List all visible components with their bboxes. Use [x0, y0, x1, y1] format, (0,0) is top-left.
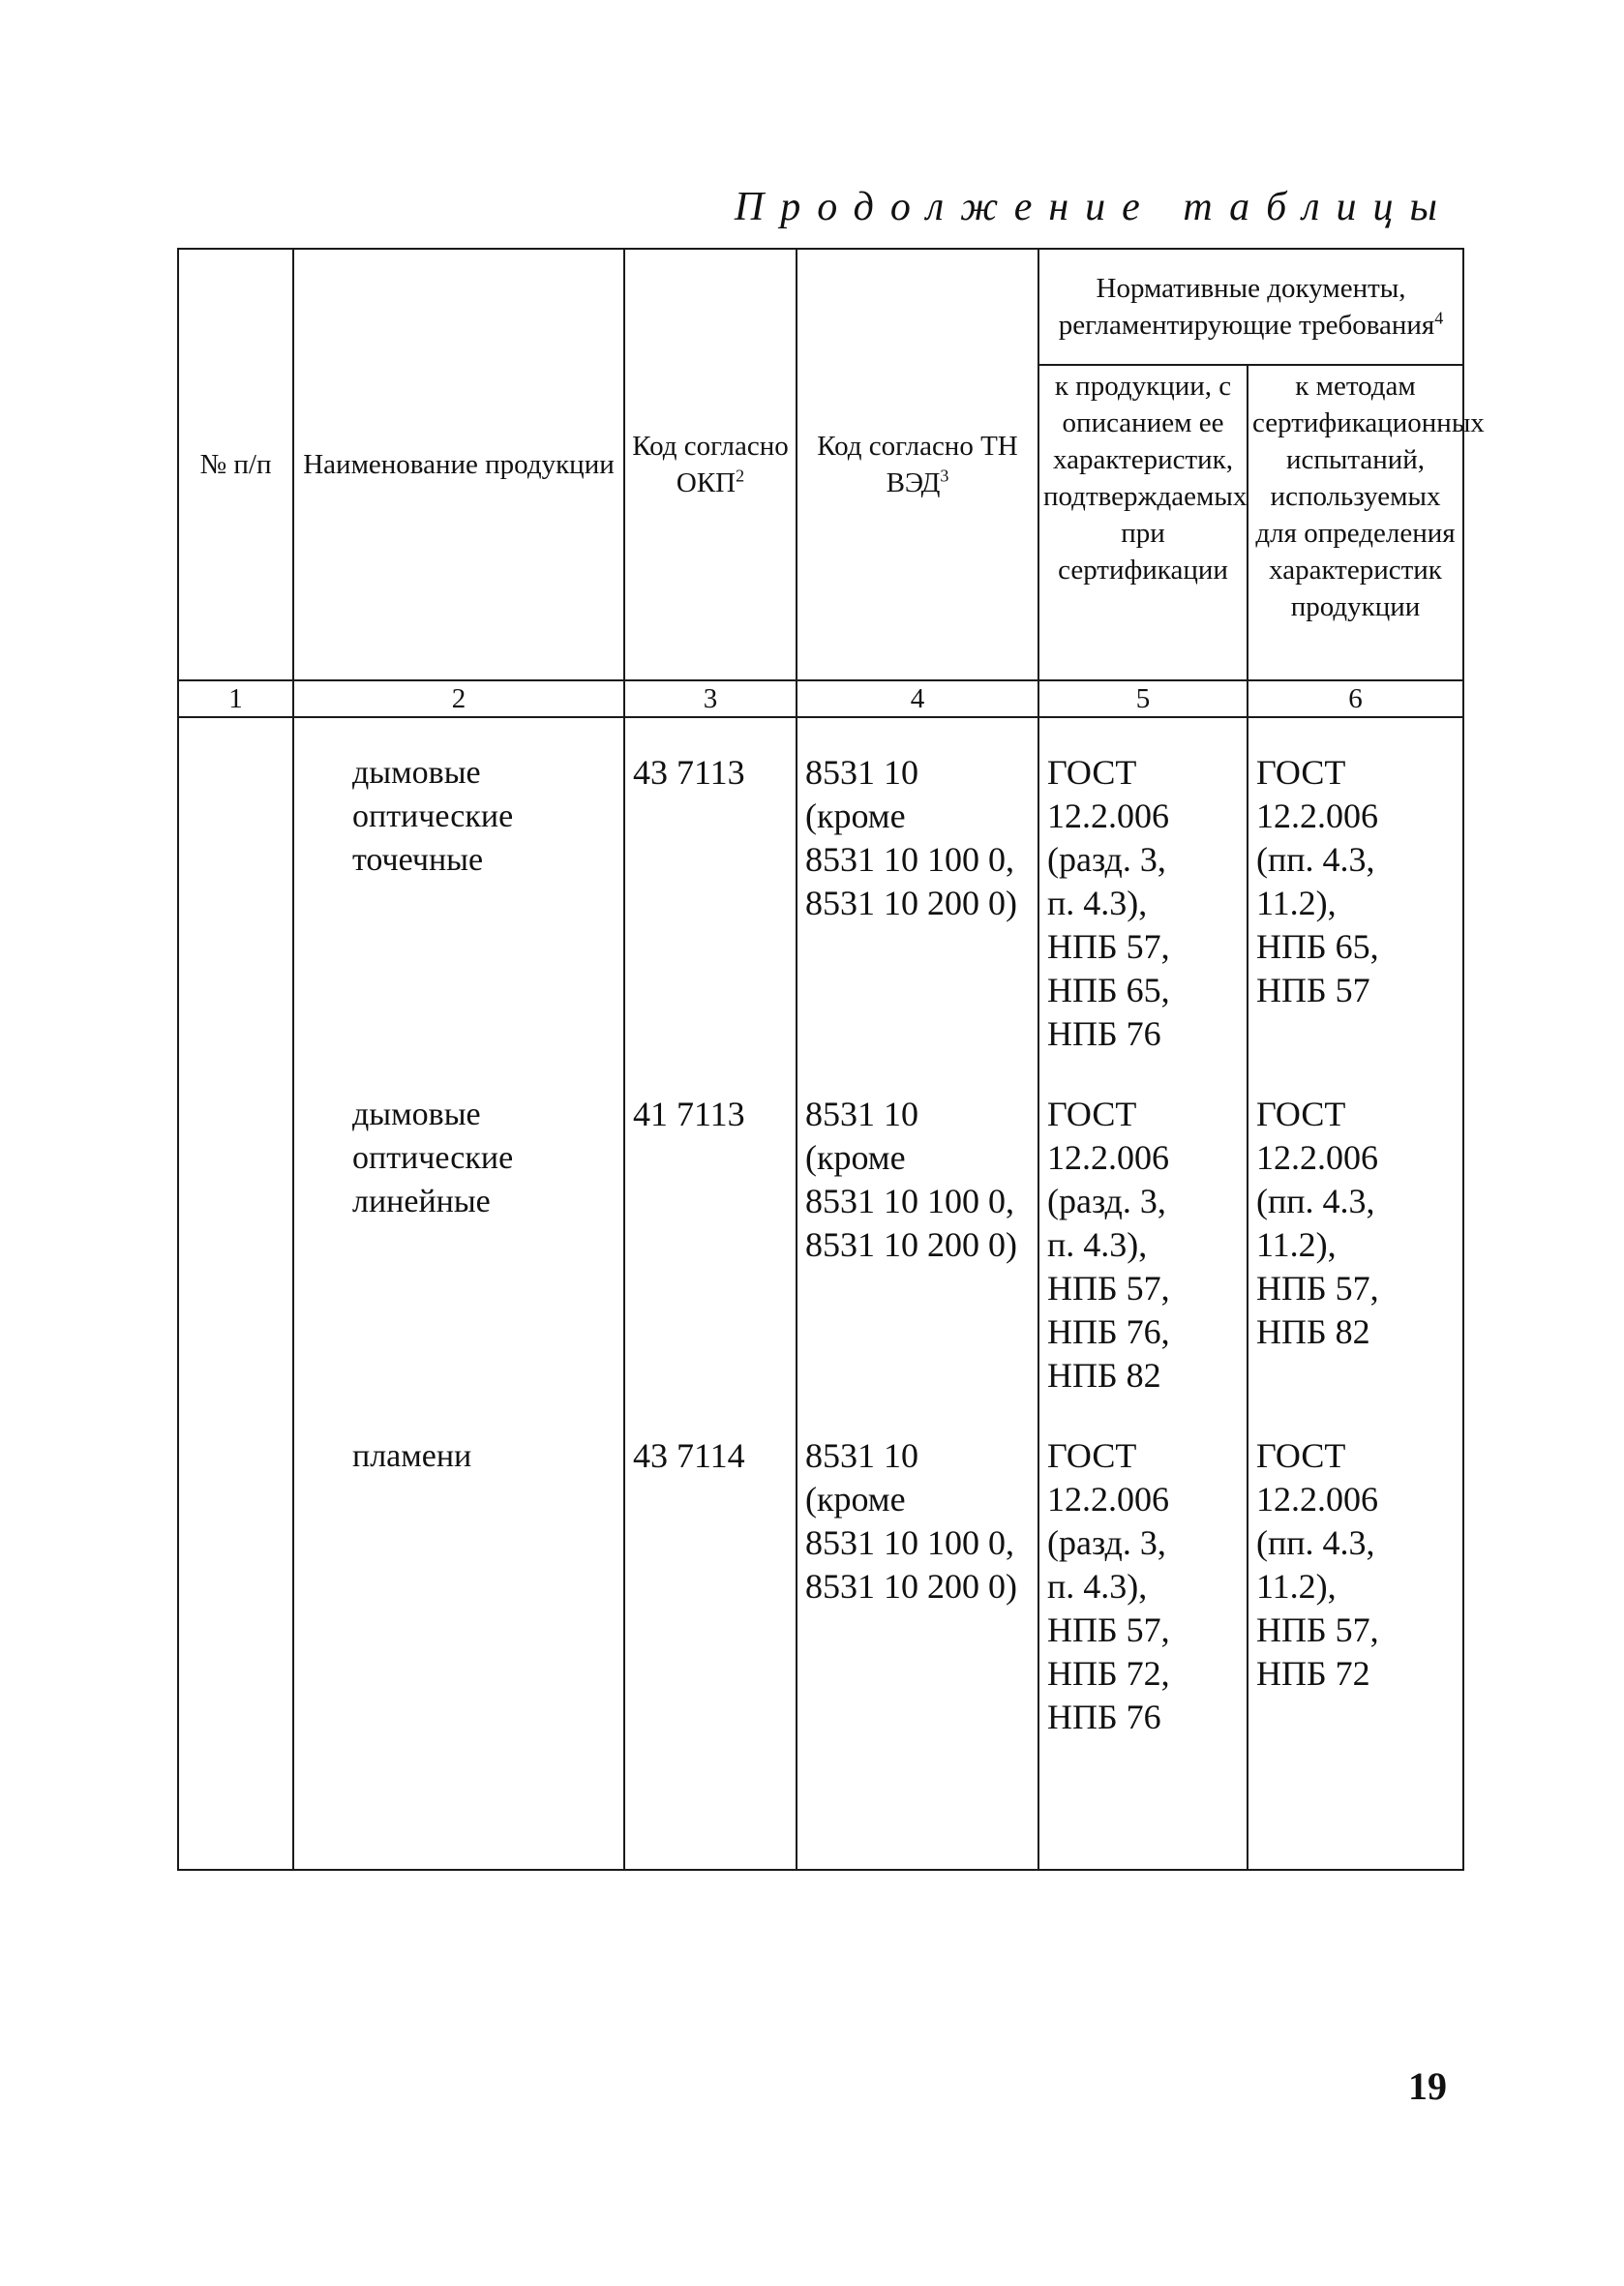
- row-num: [178, 717, 293, 1089]
- table-row: [178, 1089, 1463, 1430]
- norm-methods: ГОСТ 12.2.006 (пп. 4.3, 11.2), НПБ 57, НПБ 72: [1248, 1430, 1463, 1772]
- row-num: [178, 1430, 293, 1772]
- header-norm-methods: к методам сертификационных испытаний, используемых для определения характеристик продукции: [1248, 365, 1463, 680]
- header-norm-group: Нормативные документы, регламентирующие требования$^4$: [1038, 249, 1463, 365]
- header-tnved: Код согласно ТН ВЭД$^3$: [797, 249, 1038, 680]
- table-continuation-caption: Продолжение таблицы: [734, 185, 1454, 229]
- header-norm-product: к продукции, с описанием ее характеристик, подтверждаемых при сертификации: [1038, 365, 1248, 680]
- row-num: [178, 1089, 293, 1430]
- column-number: 2: [293, 680, 624, 717]
- table-row: [178, 1430, 1463, 1772]
- okp-code: 43 7113: [624, 717, 797, 1089]
- table-bottom-spacer: [178, 1772, 1463, 1870]
- table-row: [178, 717, 1463, 1089]
- column-number: 5: [1038, 680, 1248, 717]
- okp-code: 43 7114: [624, 1430, 797, 1772]
- tnved-code: 8531 10 (кроме 8531 10 100 0, 8531 10 200 0): [797, 1430, 1038, 1772]
- header-okp: Код согласно ОКП$^2$: [624, 249, 797, 680]
- norm-product: ГОСТ 12.2.006 (разд. 3, п. 4.3), НПБ 57, НПБ 65, НПБ 76: [1038, 717, 1248, 1089]
- column-number: 3: [624, 680, 797, 717]
- norm-product: ГОСТ 12.2.006 (разд. 3, п. 4.3), НПБ 57, НПБ 72, НПБ 76: [1038, 1430, 1248, 1772]
- tnved-code: 8531 10 (кроме 8531 10 100 0, 8531 10 200 0): [797, 717, 1038, 1089]
- column-numbers-row: [178, 680, 1463, 717]
- page-number: 19: [1408, 2064, 1447, 2108]
- certification-table: [177, 248, 1485, 1871]
- column-number: 6: [1248, 680, 1463, 717]
- header-name: Наименование продукции: [293, 249, 624, 680]
- norm-methods: ГОСТ 12.2.006 (пп. 4.3, 11.2), НПБ 65, НПБ 57: [1248, 717, 1463, 1089]
- tnved-code: 8531 10 (кроме 8531 10 100 0, 8531 10 200 0): [797, 1089, 1038, 1430]
- okp-code: 41 7113: [624, 1089, 797, 1430]
- product-name: пламени: [293, 1430, 624, 1772]
- norm-methods: ГОСТ 12.2.006 (пп. 4.3, 11.2), НПБ 57, НПБ 82: [1248, 1089, 1463, 1430]
- column-number: 1: [178, 680, 293, 717]
- norm-product: ГОСТ 12.2.006 (разд. 3, п. 4.3), НПБ 57, НПБ 76, НПБ 82: [1038, 1089, 1248, 1430]
- product-name: дымовые оптические линейные: [293, 1089, 624, 1430]
- column-number: 4: [797, 680, 1038, 717]
- header-num: № п/п: [178, 249, 293, 680]
- product-name: дымовые оптические точечные: [293, 717, 624, 1089]
